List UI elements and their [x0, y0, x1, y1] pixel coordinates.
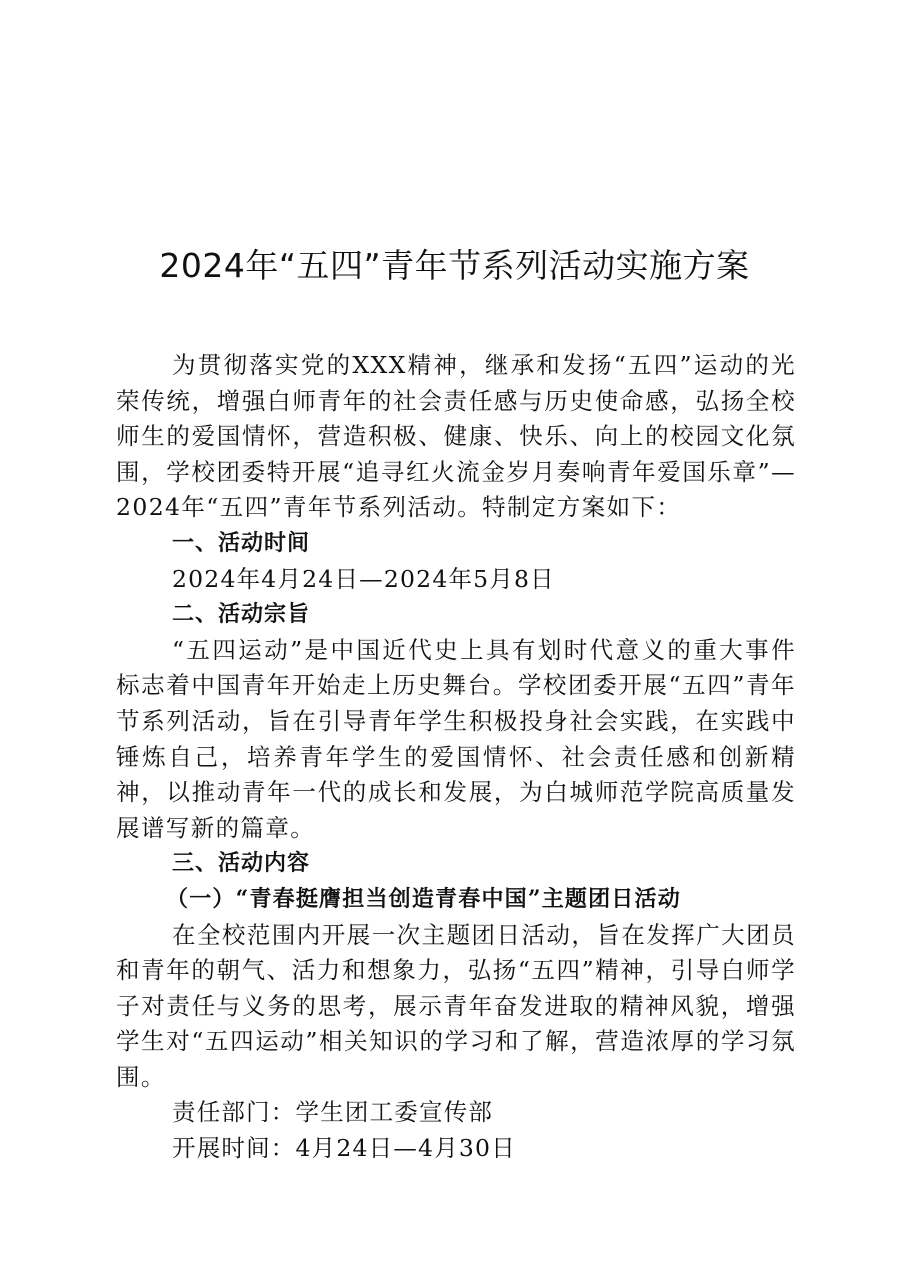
document-body: [116, 348, 796, 1167]
responsible-department: 责任部门：学生团工委宣传部: [172, 1098, 494, 1127]
section-heading-purpose: 二、活动宗旨: [172, 602, 311, 628]
activity-time: 开展时间：4月24日—4月30日: [172, 1134, 516, 1163]
section-heading-content: 三、活动内容: [172, 851, 311, 877]
activity-date-range: 2024年4月24日—2024年5月8日: [172, 564, 555, 593]
theme-day-paragraph: 在全校范围内开展一次主题团日活动，旨在发挥广大团员和青年的朝气、活力和想象力，弘扬“五四”精神，引导白师学子对责任与义务的思考，展示青年奋发进取的精神风貌，增强学生对“五四运动”相关知识的学习和了解，营造浓厚的学习氛围。: [116, 920, 796, 1091]
document-title: 2024年“五四”青年节系列活动实施方案: [159, 246, 750, 285]
purpose-paragraph: “五四运动”是中国近代史上具有划时代意义的重大事件标志着中国青年开始走上历史舞台。学校团委开展“五四”青年节系列活动，旨在引导青年学生积极投身社会实践，在实践中锤炼自己，培养青年学生的爱国情怀、社会责任感和创新精神，以推动青年一代的成长和发展，为白城师范学院高质量发展谱写新的篇章。: [116, 635, 796, 842]
intro-paragraph: 为贯彻落实党的XXX精神，继承和发扬“五四”运动的光荣传统，增强白师青年的社会责任感与历史使命感，弘扬全校师生的爱国情怀，营造积极、健康、快乐、向上的校园文化氛围，学校团委特开展“追寻红火流金岁月奏响青年爱国乐章”—2024年“五四”青年节系列活动。特制定方案如下：: [116, 351, 796, 522]
section-heading-time: 一、活动时间: [172, 530, 311, 556]
subsection-heading-theme-day: （一）“青春挺膺担当创造青春中国”主题团日活动: [166, 885, 681, 912]
